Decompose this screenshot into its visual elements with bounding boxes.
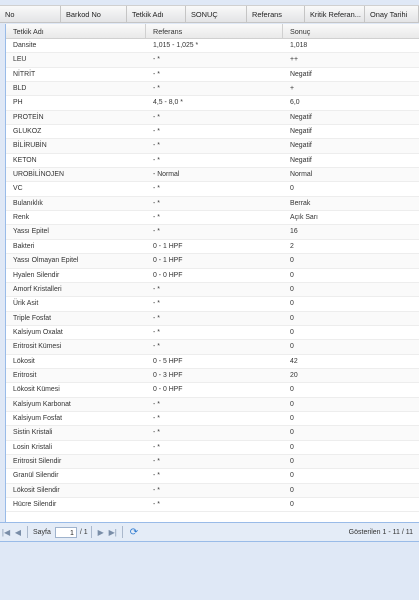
cell-tetkik-adi: Eritrosit Kümesi: [13, 343, 62, 351]
cell-referans: - *: [153, 128, 160, 136]
cell-referans: - *: [153, 142, 160, 150]
cell-sonuc: 0: [290, 300, 294, 308]
page-total: / 1: [79, 528, 88, 536]
table-row[interactable]: [6, 484, 419, 498]
page-input[interactable]: 1: [55, 527, 77, 538]
column-header-no[interactable]: No: [0, 6, 61, 22]
cell-referans: - *: [153, 228, 160, 236]
cell-referans: 0 - 0 HPF: [153, 386, 183, 394]
detail-grid: [5, 24, 419, 522]
cell-sonuc: 0: [290, 257, 294, 265]
cell-referans: 0 - 0 HPF: [153, 271, 183, 279]
cell-tetkik-adi: Kalsiyum Oxalat: [13, 328, 63, 336]
cell-tetkik-adi: NİTRİT: [13, 70, 36, 78]
table-row[interactable]: [6, 139, 419, 153]
cell-referans: - *: [153, 472, 160, 480]
cell-referans: - *: [153, 285, 160, 293]
paging-toolbar: [0, 522, 419, 542]
column-header-kritik[interactable]: Kritik Referan...: [305, 6, 365, 22]
cell-tetkik-adi: Bulanıklık: [13, 199, 43, 207]
cell-sonuc: Normal: [290, 171, 313, 179]
cell-referans: - *: [153, 156, 160, 164]
table-row[interactable]: [6, 168, 419, 182]
cell-sonuc: 1,018: [290, 42, 308, 49]
cell-tetkik-adi: GLUKOZ: [13, 128, 42, 136]
cell-sonuc: 0: [290, 185, 294, 193]
cell-sonuc: 42: [290, 357, 298, 365]
table-row[interactable]: [6, 254, 419, 268]
table-row[interactable]: [6, 398, 419, 412]
cell-referans: - *: [153, 457, 160, 465]
cell-sonuc: Negatif: [290, 156, 312, 164]
cell-sonuc: 0: [290, 414, 294, 422]
table-row[interactable]: [6, 441, 419, 455]
table-row[interactable]: [6, 326, 419, 340]
cell-sonuc: Açık Sarı: [290, 214, 318, 222]
column-header-tetkik[interactable]: Tetkik Adı: [127, 6, 186, 22]
cell-tetkik-adi: Kalsiyum Fosfat: [13, 414, 63, 422]
cell-sonuc: Negatif: [290, 113, 312, 121]
cell-tetkik-adi: Lökosit: [13, 357, 35, 365]
column-header-barkod[interactable]: Barkod No: [61, 6, 127, 22]
cell-sonuc: 0: [290, 501, 294, 508]
table-row[interactable]: [6, 96, 419, 110]
cell-tetkik-adi: Granül Silendir: [13, 472, 59, 480]
table-row[interactable]: [6, 68, 419, 82]
cell-tetkik-adi: Eritrosit: [13, 371, 37, 379]
table-row[interactable]: [6, 369, 419, 383]
cell-referans: - *: [153, 486, 160, 494]
table-row[interactable]: [6, 340, 419, 354]
table-row[interactable]: [6, 297, 419, 311]
table-row[interactable]: [6, 412, 419, 426]
cell-referans: 4,5 - 8,0 *: [153, 99, 183, 107]
cell-sonuc: 20: [290, 371, 298, 379]
cell-sonuc: Negatif: [290, 128, 312, 136]
table-row[interactable]: [6, 312, 419, 326]
cell-sonuc: 0: [290, 285, 294, 293]
cell-referans: - *: [153, 343, 160, 351]
cell-tetkik-adi: UROBİLİNOJEN: [13, 171, 64, 179]
cell-tetkik-adi: Yassı Olmayan Epitel: [13, 257, 79, 265]
cell-sonuc: Negatif: [290, 70, 312, 78]
cell-referans: - *: [153, 400, 160, 408]
cell-tetkik-adi: Losin Kristali: [13, 443, 53, 451]
table-row[interactable]: [6, 111, 419, 125]
cell-referans: - Normal: [153, 171, 180, 179]
table-row[interactable]: [6, 283, 419, 297]
cell-tetkik-adi: Eritrosit Silendir: [13, 457, 62, 465]
cell-referans: - *: [153, 214, 160, 222]
column-header-onay[interactable]: Onay Tarihi: [365, 6, 419, 22]
cell-sonuc: 0: [290, 271, 294, 279]
cell-referans: 0 - 3 HPF: [153, 371, 183, 379]
display-info: Gösterilen 1 - 11 / 11: [348, 528, 413, 536]
cell-tetkik-adi: PH: [13, 99, 23, 107]
cell-sonuc: 0: [290, 457, 294, 465]
cell-tetkik-adi: Yassı Epitel: [13, 228, 49, 236]
table-row[interactable]: [6, 53, 419, 67]
table-row[interactable]: [6, 125, 419, 139]
cell-tetkik-adi: BLD: [13, 85, 27, 93]
cell-tetkik-adi: Sistin Kristali: [13, 429, 53, 437]
cell-sonuc: 0: [290, 343, 294, 351]
cell-sonuc: 16: [290, 228, 298, 236]
cell-referans: 0 - 5 HPF: [153, 357, 183, 365]
table-row[interactable]: [6, 39, 419, 53]
table-row[interactable]: [6, 469, 419, 483]
cell-tetkik-adi: Lökosit Silendir: [13, 486, 60, 494]
cell-sonuc: 0: [290, 472, 294, 480]
cell-sonuc: 6,0: [290, 99, 300, 107]
column-header-sonuc[interactable]: SONUÇ: [186, 6, 247, 22]
cell-tetkik-adi: Ürik Asit: [13, 300, 39, 308]
cell-sonuc: 0: [290, 486, 294, 494]
last-page-icon[interactable]: ▶|: [108, 527, 117, 537]
table-row[interactable]: [6, 269, 419, 283]
column-header-sonuc[interactable]: Sonuç: [283, 24, 419, 38]
cell-referans: 0 - 1 HPF: [153, 242, 183, 250]
next-page-icon[interactable]: ▶: [97, 527, 104, 537]
toolbar-separator: [122, 526, 123, 538]
table-row[interactable]: [6, 154, 419, 168]
cell-referans: - *: [153, 414, 160, 422]
table-row[interactable]: [6, 355, 419, 369]
cell-tetkik-adi: Renk: [13, 214, 30, 222]
table-row[interactable]: [6, 197, 419, 211]
column-header-referans[interactable]: Referans: [146, 24, 283, 38]
cell-referans: 0 - 1 HPF: [153, 257, 183, 265]
toolbar-separator: [91, 526, 92, 538]
outer-grid-header: [0, 5, 419, 23]
column-header-referans[interactable]: Referans: [247, 6, 305, 22]
cell-sonuc: Negatif: [290, 142, 312, 150]
cell-sonuc: 0: [290, 400, 294, 408]
table-row[interactable]: [6, 225, 419, 239]
cell-tetkik-adi: PROTEİN: [13, 113, 44, 121]
cell-tetkik-adi: Dansite: [13, 42, 37, 49]
cell-sonuc: +: [290, 85, 295, 93]
column-header-tetkik-adi[interactable]: Tetkik Adı: [6, 24, 146, 38]
table-row[interactable]: [6, 82, 419, 96]
table-row[interactable]: [6, 182, 419, 196]
cell-tetkik-adi: LEU: [13, 56, 27, 64]
cell-referans: - *: [153, 300, 160, 308]
cell-sonuc: ++: [290, 56, 299, 64]
table-row[interactable]: [6, 383, 419, 397]
detail-grid-header: [6, 24, 419, 39]
cell-referans: - *: [153, 85, 160, 93]
cell-tetkik-adi: Triple Fosfat: [13, 314, 52, 322]
cell-referans: 1,015 - 1,025 *: [153, 42, 199, 49]
table-row[interactable]: [6, 498, 419, 512]
cell-referans: - *: [153, 185, 160, 193]
cell-referans: - *: [153, 429, 160, 437]
cell-sonuc: Berrak: [290, 199, 311, 207]
cell-sonuc: 0: [290, 443, 294, 451]
cell-tetkik-adi: Hücre Silendir: [13, 501, 57, 508]
table-row[interactable]: [6, 240, 419, 254]
prev-page-icon[interactable]: ◀: [14, 527, 22, 537]
cell-tetkik-adi: KETON: [13, 156, 37, 164]
cell-tetkik-adi: Hyalen Silendir: [13, 271, 60, 279]
detail-grid-body: [6, 39, 419, 512]
cell-referans: - *: [153, 443, 160, 451]
table-row[interactable]: [6, 211, 419, 225]
cell-referans: - *: [153, 199, 160, 207]
cell-tetkik-adi: Kalsiyum Karbonat: [13, 400, 71, 408]
cell-sonuc: 0: [290, 386, 294, 394]
toolbar-separator: [27, 526, 28, 538]
cell-sonuc: 2: [290, 242, 294, 250]
cell-tetkik-adi: Bakteri: [13, 242, 35, 250]
cell-sonuc: 0: [290, 328, 294, 336]
page-label: Sayfa: [33, 528, 51, 536]
cell-referans: - *: [153, 56, 160, 64]
cell-referans: - *: [153, 113, 160, 121]
table-row[interactable]: [6, 455, 419, 469]
table-row[interactable]: [6, 426, 419, 440]
cell-tetkik-adi: Lökosit Kümesi: [13, 386, 60, 394]
first-page-icon[interactable]: |◀: [1, 527, 11, 537]
cell-sonuc: 0: [290, 314, 294, 322]
cell-tetkik-adi: BİLİRUBİN: [13, 142, 47, 150]
cell-referans: - *: [153, 314, 160, 322]
cell-sonuc: 0: [290, 429, 294, 437]
cell-tetkik-adi: VC: [13, 185, 23, 193]
refresh-icon[interactable]: ⟳: [129, 526, 139, 538]
cell-referans: - *: [153, 328, 160, 336]
cell-tetkik-adi: Amorf Kristalleri: [13, 285, 62, 293]
cell-referans: - *: [153, 501, 160, 508]
cell-referans: - *: [153, 70, 160, 78]
